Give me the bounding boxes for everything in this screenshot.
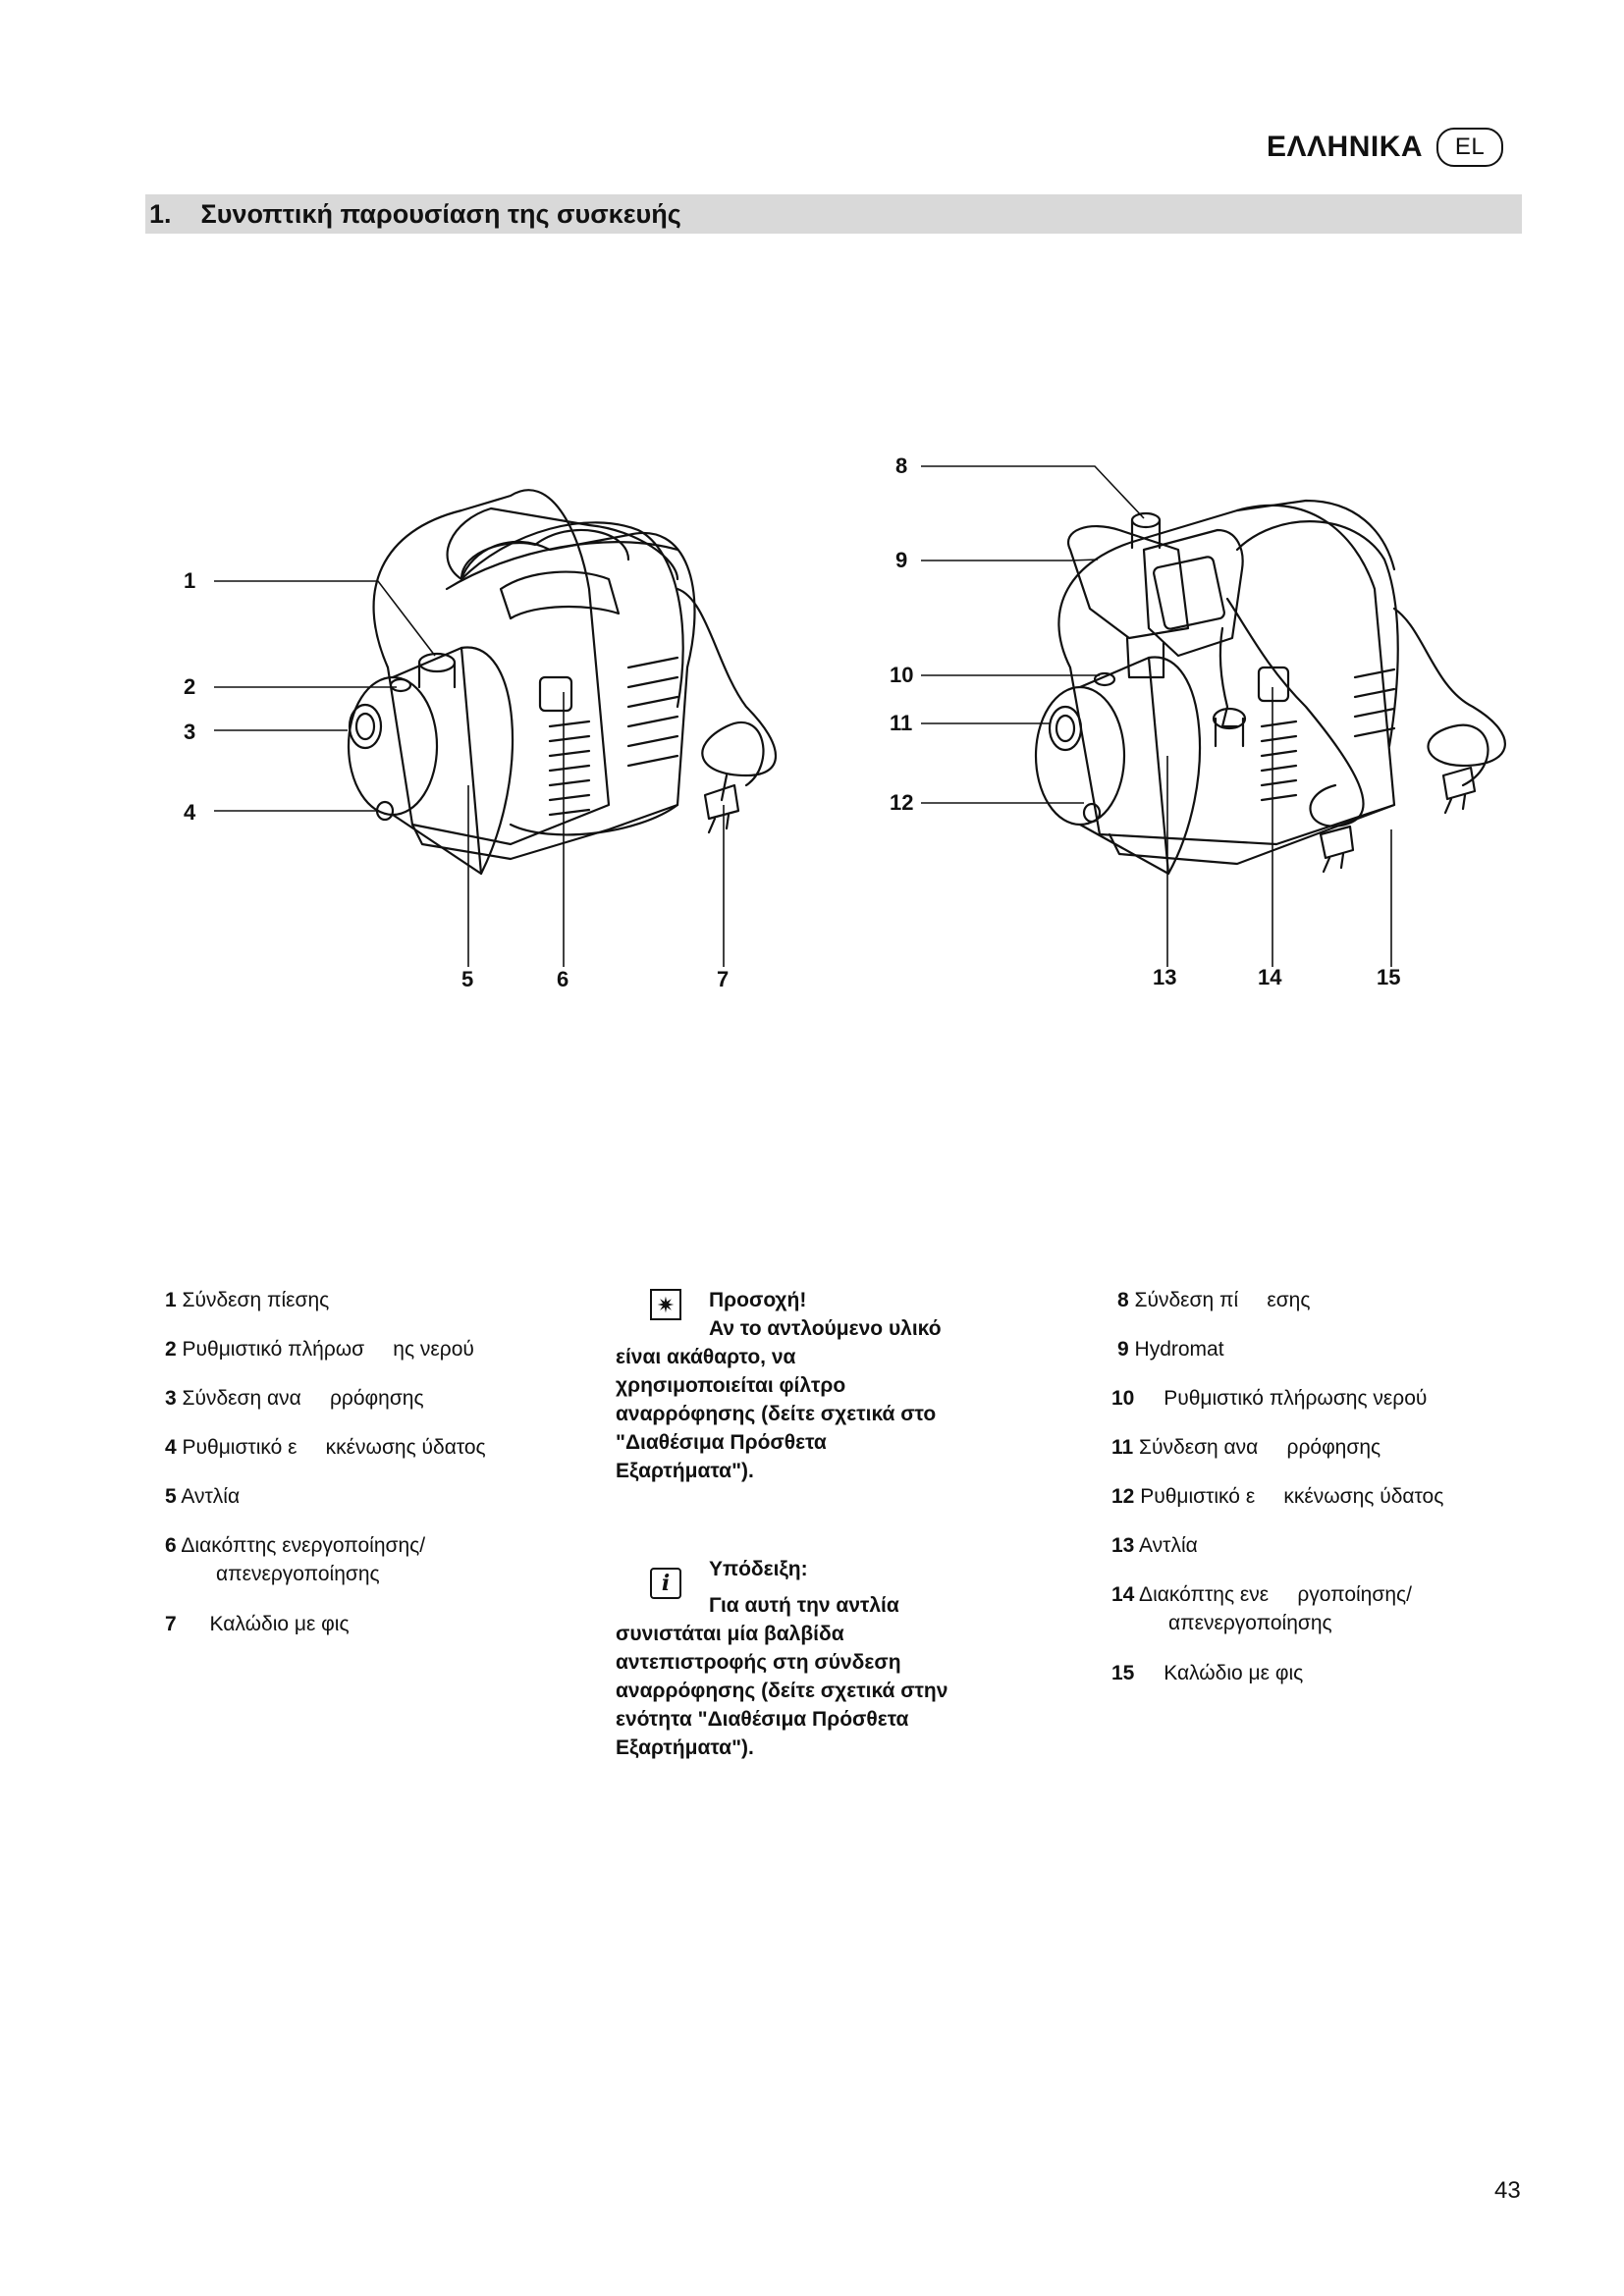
right-pump-drawing (1036, 501, 1505, 874)
legend-item: 10 Ρυθμιστικό πλήρωσης νερού (1111, 1387, 1428, 1410)
hint-line: συνιστάται μία βαλβίδα (616, 1623, 844, 1645)
hint-line: αντεπιστροφής στη σύνδεση (616, 1651, 901, 1674)
legend-item: 14 Διακόπτης ενε ργοποίησης/ (1111, 1583, 1412, 1606)
callout-6: 6 (557, 967, 569, 991)
legend-item: 7 Καλώδιο με φις (165, 1613, 350, 1635)
legend-item: 9 Hydromat (1117, 1338, 1224, 1361)
language-label: ΕΛΛΗΝΙΚΑ (1267, 131, 1424, 163)
caution-line: αναρρόφησης (δείτε σχετικά στο (616, 1403, 937, 1425)
section-title: Συνοπτική παρουσίαση της συσκευής (200, 198, 681, 229)
callout-2: 2 (184, 674, 196, 699)
hint-line: Για αυτή την αντλία (709, 1594, 899, 1617)
callout-8: 8 (895, 454, 908, 478)
callout-13: 13 (1153, 965, 1177, 989)
callout-7: 7 (717, 967, 730, 991)
legend-item: 15 Καλώδιο με φις (1111, 1662, 1304, 1684)
callout-14: 14 (1258, 965, 1282, 989)
caution-icon: ✷ (650, 1289, 681, 1320)
callout-5: 5 (461, 967, 474, 991)
info-icon: i (650, 1568, 681, 1599)
callout-11: 11 (890, 711, 913, 735)
caution-line: είναι ακάθαρτο, να (616, 1346, 796, 1368)
page-number: 43 (1494, 2177, 1521, 2204)
hint-line: ενότητα "Διαθέσιμα Πρόσθετα (616, 1708, 909, 1731)
callout-10: 10 (890, 663, 914, 687)
pump-illustration (0, 0, 1624, 1041)
callout-1: 1 (184, 568, 196, 593)
caution-line: χρησιμοποιείται φίλτρο (616, 1374, 846, 1397)
language-badge: EL (1436, 128, 1503, 167)
legend-item: 12 Ρυθμιστικό ε κκένωσης ύδατος (1111, 1485, 1444, 1508)
caution-line: Αν το αντλούμενο υλικό (709, 1317, 942, 1340)
hint-line: αναρρόφησης (δείτε σχετικά στην (616, 1680, 948, 1702)
callout-12: 12 (890, 790, 914, 815)
legend-item: 4 Ρυθμιστικό ε κκένωσης ύδατος (165, 1436, 486, 1459)
legend-item: 5 Αντλία (165, 1485, 241, 1508)
legend-item-cont: απενεργοποίησης (216, 1563, 380, 1585)
legend-item: 1 Σύνδεση πίεσης (165, 1289, 330, 1311)
callout-3: 3 (184, 720, 196, 744)
callout-9: 9 (895, 548, 908, 572)
hint-line: Εξαρτήματα"). (616, 1736, 754, 1759)
legend-item-cont: απενεργοποίησης (1168, 1612, 1332, 1634)
legend-item: 8 Σύνδεση πί εσης (1117, 1289, 1311, 1311)
legend-item: 11 Σύνδεση ανα ρρόφησης (1111, 1436, 1381, 1459)
hint-title: Υπόδειξη: (709, 1558, 808, 1580)
callout-15: 15 (1377, 965, 1401, 989)
legend-item: 3 Σύνδεση ανα ρρόφησης (165, 1387, 424, 1410)
callout-4: 4 (184, 800, 196, 825)
caution-line: Εξαρτήματα"). (616, 1460, 754, 1482)
legend-item: 6 Διακόπτης ενεργοποίησης/ (165, 1534, 426, 1557)
legend-item: 2 Ρυθμιστικό πλήρωσ ης νερού (165, 1338, 474, 1361)
legend-item: 13 Αντλία (1111, 1534, 1198, 1557)
caution-title: Προσοχή! (709, 1289, 807, 1311)
left-pump-drawing (349, 490, 776, 874)
section-number: 1. (149, 198, 172, 229)
caution-line: "Διαθέσιμα Πρόσθετα (616, 1431, 827, 1454)
